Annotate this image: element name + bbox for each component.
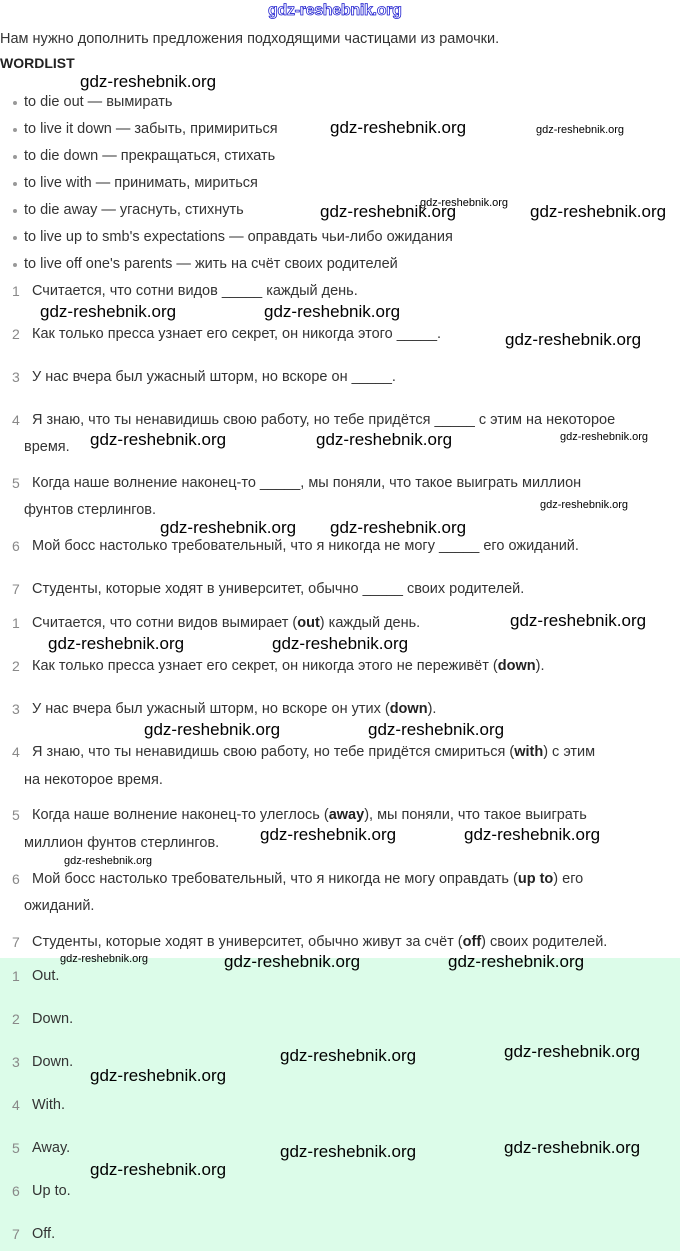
sentence-part: Считается, что сотни видов вымирает ( — [32, 615, 298, 631]
answer-text: Up to. — [32, 1183, 71, 1199]
item-number: 3 — [12, 701, 20, 717]
sentence-part: У нас вчера был ужасный шторм, но вскоре он утих ( — [32, 701, 390, 717]
watermark-text: gdz-reshebnik.org — [48, 634, 185, 653]
exercise-sentence-cont: время. — [24, 439, 70, 455]
bullet-icon — [13, 101, 17, 105]
filled-sentence-cont: миллион фунтов стерлингов. — [24, 835, 220, 851]
wordlist-item: to die out — вымирать — [24, 94, 173, 110]
item-number: 3 — [12, 369, 20, 385]
item-number: 1 — [12, 968, 20, 984]
item-number: 1 — [12, 283, 20, 299]
watermark-text: gdz-reshebnik.org — [464, 825, 601, 844]
bullet-icon — [13, 209, 17, 213]
watermark-text: gdz-reshebnik.org — [144, 720, 281, 739]
watermark-text: gdz-reshebnik.org — [320, 202, 457, 221]
watermark-text: gdz-reshebnik.org — [260, 825, 397, 844]
sentence-part: ) с этим — [543, 744, 596, 760]
filled-sentence — [32, 932, 607, 952]
item-number: 1 — [12, 615, 20, 631]
answers-panel — [0, 958, 680, 1251]
wordlist-item: to live with — принимать, мириться — [24, 175, 258, 191]
wordlist-item: to live up to smb's expectations — оправдать чьи-либо ожидания — [24, 229, 453, 245]
exercise-sentence: Студенты, которые ходят в университет, обычно _____ своих родителей. — [32, 581, 525, 597]
sentence-part: Когда наше волнение наконец-то улеглось ( — [32, 807, 329, 823]
item-number: 7 — [12, 581, 20, 597]
bullet-icon — [13, 263, 17, 267]
watermark-text: gdz-reshebnik.org — [40, 302, 177, 321]
sentence-part: Я знаю, что ты ненавидишь свою работу, но тебе придётся смириться ( — [32, 744, 515, 760]
exercise-sentence: Я знаю, что ты ненавидишь свою работу, но тебе придётся _____ с этим на некоторое — [32, 412, 616, 428]
filled-sentence — [32, 699, 436, 719]
answer-particle: with — [514, 744, 544, 760]
filled-sentence — [32, 656, 544, 676]
watermark-text: gdz-reshebnik.org — [160, 518, 297, 537]
sentence-part: Студенты, которые ходят в университет, обычно живут за счёт ( — [32, 934, 463, 950]
item-number: 4 — [12, 1097, 20, 1113]
exercise-sentence: Мой босс настолько требовательный, что я никогда не могу _____ его ожиданий. — [32, 538, 579, 554]
watermark-text: gdz-reshebnik.org — [64, 855, 153, 867]
watermark-text: gdz-reshebnik.org — [540, 499, 629, 511]
watermark-text: gdz-reshebnik.org — [330, 118, 467, 137]
filled-sentence — [32, 613, 420, 633]
site-watermark-logo: gdz-reshebnik.org — [268, 2, 402, 19]
sentence-part: Как только пресса узнает его секрет, он никогда этого не переживёт ( — [32, 658, 498, 674]
watermark-text: gdz-reshebnik.org — [60, 953, 149, 965]
sentence-part: ) его — [553, 871, 584, 887]
watermark-text: gdz-reshebnik.org — [272, 634, 409, 653]
watermark-text: gdz-reshebnik.org — [510, 611, 647, 630]
watermark-text: gdz-reshebnik.org — [90, 1160, 227, 1179]
sentence-part: ). — [427, 701, 437, 717]
answer-particle: down — [389, 701, 428, 717]
watermark-text: gdz-reshebnik.org — [505, 330, 642, 349]
item-number: 7 — [12, 1226, 20, 1242]
exercise-sentence: У нас вчера был ужасный шторм, но вскоре он _____. — [32, 369, 396, 385]
wordlist-item: to live off one's parents — жить на счёт своих родителей — [24, 256, 398, 272]
watermark-text: gdz-reshebnik.org — [504, 1138, 641, 1157]
answer-text: Off. — [32, 1226, 56, 1242]
watermark-text: gdz-reshebnik.org — [264, 302, 401, 321]
item-number: 5 — [12, 1140, 20, 1156]
watermark-text: gdz-reshebnik.org — [536, 124, 625, 136]
item-number: 6 — [12, 538, 20, 554]
item-number: 3 — [12, 1054, 20, 1070]
filled-sentence-cont: на некоторое время. — [24, 772, 163, 788]
watermark-text: gdz-reshebnik.org — [90, 430, 227, 449]
bullet-icon — [13, 128, 17, 132]
watermark-text: gdz-reshebnik.org — [368, 720, 505, 739]
filled-sentence-cont: ожиданий. — [24, 898, 95, 914]
bullet-icon — [13, 155, 17, 159]
answer-text: Out. — [32, 968, 60, 984]
watermark-text: gdz-reshebnik.org — [280, 1046, 417, 1065]
answer-text: Down. — [32, 1054, 74, 1070]
watermark-text: gdz-reshebnik.org — [560, 431, 649, 443]
filled-sentence — [32, 869, 583, 889]
intro-text: Нам нужно дополнить предложения подходящими частицами из рамочки. — [0, 31, 500, 47]
item-number: 4 — [12, 744, 20, 760]
item-number: 2 — [12, 326, 20, 342]
answer-particle: up to — [517, 871, 554, 887]
watermark-text: gdz-reshebnik.org — [448, 952, 585, 971]
bullet-icon — [13, 236, 17, 240]
sentence-part: ). — [535, 658, 545, 674]
sentence-part: ), мы поняли, что такое выиграть — [364, 807, 587, 823]
sentence-part: ) своих родителей. — [481, 934, 608, 950]
sentence-part: ) каждый день. — [319, 615, 421, 631]
watermark-text: gdz-reshebnik.org — [330, 518, 467, 537]
item-number: 2 — [12, 1011, 20, 1027]
item-number: 6 — [12, 1183, 20, 1199]
exercise-sentence: Когда наше волнение наконец-то _____, мы поняли, что такое выиграть миллион — [32, 475, 582, 491]
answer-particle: away — [328, 807, 365, 823]
filled-sentence — [32, 805, 587, 825]
wordlist-item: to die away — угаснуть, стихнуть — [24, 202, 244, 218]
watermark-text: gdz-reshebnik.org — [420, 197, 509, 209]
answer-text: Down. — [32, 1011, 74, 1027]
exercise-sentence: Как только пресса узнает его секрет, он никогда этого _____. — [32, 326, 442, 342]
watermark-text: gdz-reshebnik.org — [280, 1142, 417, 1161]
answer-particle: out — [297, 615, 320, 631]
wordlist-title: WORDLIST — [0, 55, 75, 71]
sentence-part: Мой босс настолько требовательный, что я никогда не могу оправдать ( — [32, 871, 518, 887]
answer-text: With. — [32, 1097, 66, 1113]
item-number: 4 — [12, 412, 20, 428]
item-number: 5 — [12, 807, 20, 823]
watermark-text: gdz-reshebnik.org — [224, 952, 361, 971]
watermark-text: gdz-reshebnik.org — [90, 1066, 227, 1085]
wordlist-item: to die down — прекращаться, стихать — [24, 148, 276, 164]
answer-particle: down — [497, 658, 536, 674]
item-number: 7 — [12, 934, 20, 950]
item-number: 5 — [12, 475, 20, 491]
item-number: 2 — [12, 658, 20, 674]
filled-sentence — [32, 742, 595, 762]
exercise-sentence: Считается, что сотни видов _____ каждый день. — [32, 283, 358, 299]
answer-text: Away. — [32, 1140, 71, 1156]
bullet-icon — [13, 182, 17, 186]
answer-particle: off — [462, 934, 482, 950]
watermark-text: gdz-reshebnik.org — [504, 1042, 641, 1061]
watermark-text: gdz-reshebnik.org — [80, 72, 217, 91]
item-number: 6 — [12, 871, 20, 887]
watermark-text: gdz-reshebnik.org — [316, 430, 453, 449]
wordlist-item: to live it down — забыть, примириться — [24, 121, 278, 137]
watermark-text: gdz-reshebnik.org — [530, 202, 667, 221]
exercise-sentence-cont: фунтов стерлингов. — [24, 502, 156, 518]
